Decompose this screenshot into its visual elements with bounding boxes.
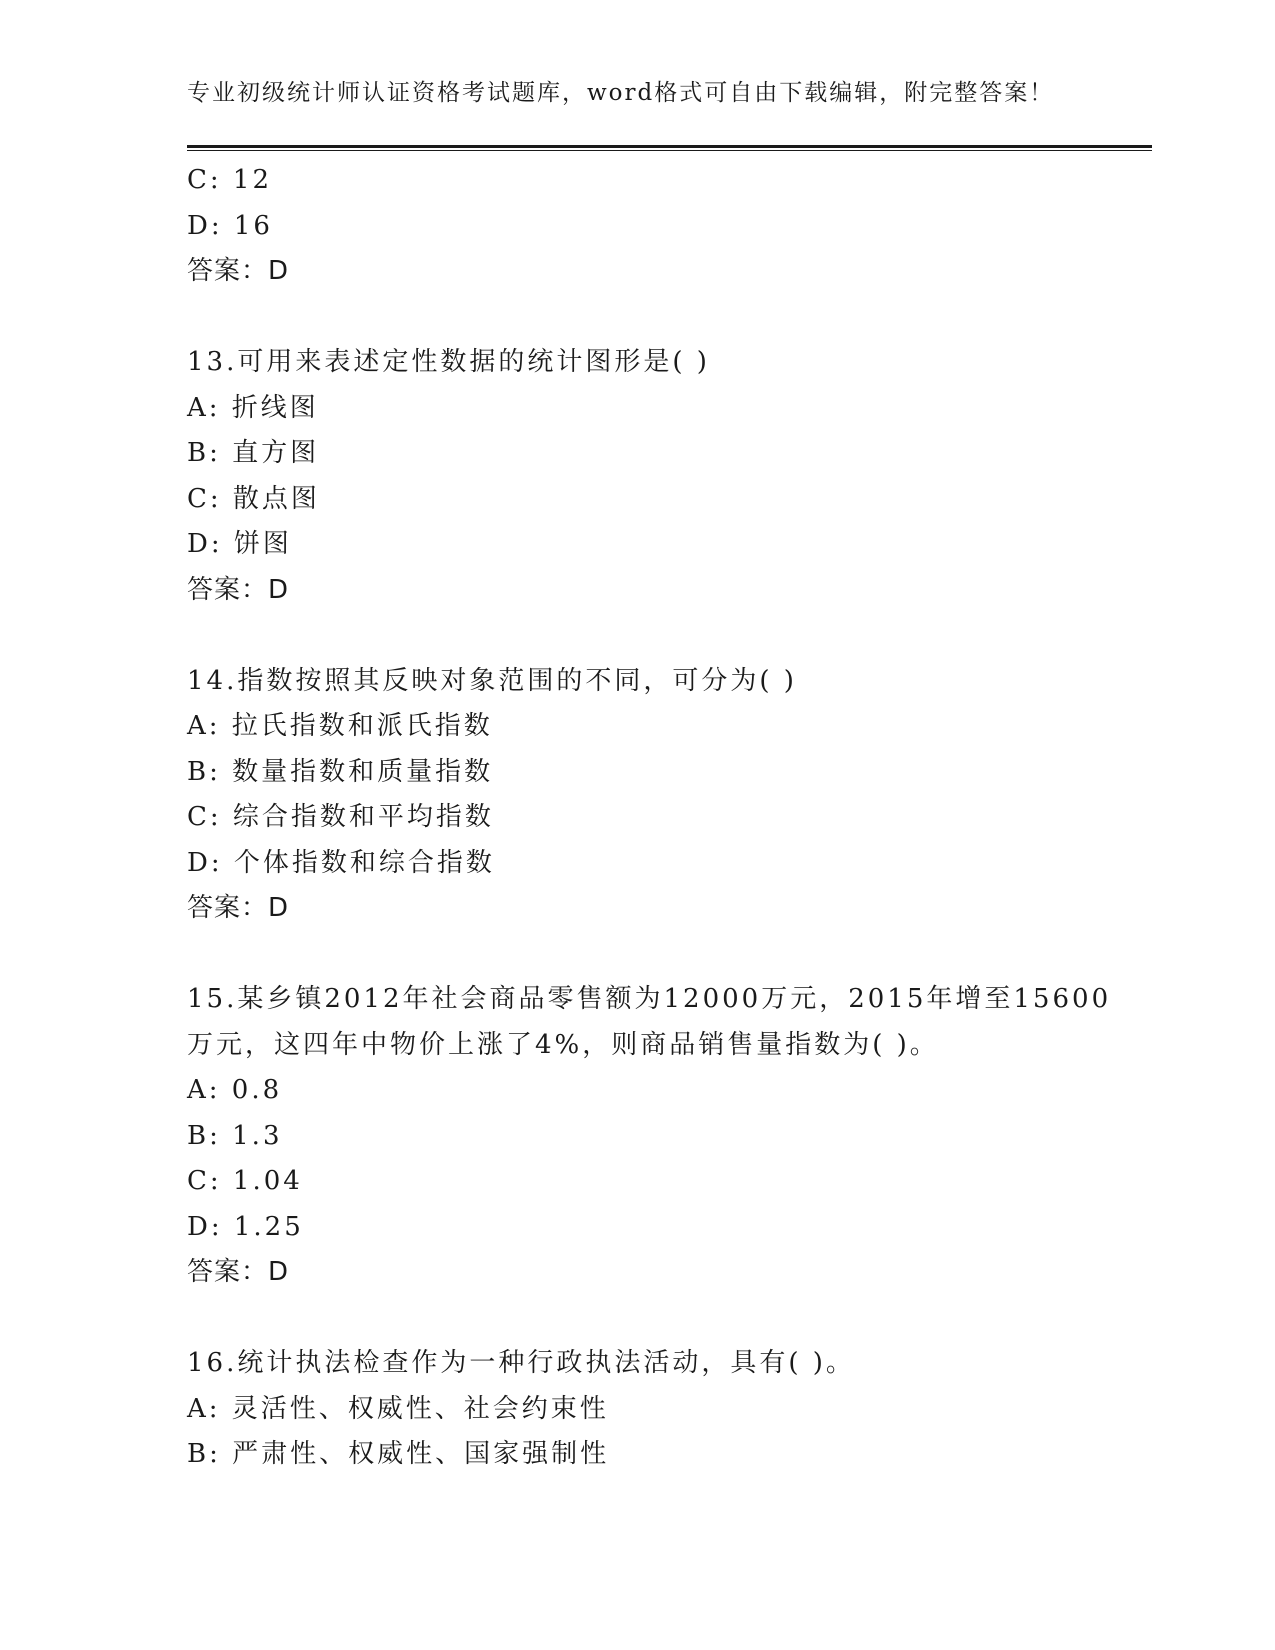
option-b: B: 数量指数和质量指数 [187,756,494,787]
question-13 [187,340,1087,613]
option-b: B: 1.3 [187,1120,283,1151]
option-d: D: 1.25 [187,1211,304,1242]
question-stem-line-2: 万元，这四年中物价上涨了4%，则商品销售量指数为( )。 [187,1029,939,1060]
option-a: A: 灵活性、权威性、社会约束性 [187,1393,609,1424]
question-14 [187,659,1087,932]
question-stem-line-1: 15.某乡镇2012年社会商品零售额为12000万元，2015年增至15600 [187,984,1112,1014]
option-c: C: 1.04 [187,1166,303,1196]
question-16 [187,1341,1087,1478]
option-c: C: 综合指数和平均指数 [187,802,494,832]
option-d: D: 个体指数和综合指数 [187,847,495,878]
question-15 [187,977,1112,1296]
question-stem: 14.指数按照其反映对象范围的不同，可分为( ) [187,665,797,696]
spacer [187,932,1087,978]
option-a: A: 0.8 [187,1075,283,1105]
option-b: B: 直方图 [187,438,320,468]
option-a: A: 折线图 [187,392,319,423]
document-header: 专业初级统计师认证资格考试题库，word格式可自由下载编辑，附完整答案！ [187,80,1055,106]
option-c: C: 散点图 [187,483,320,514]
answer-line: 答案：D [187,256,290,286]
question-stem: 13.可用来表述定性数据的统计图形是( ) [187,347,710,377]
question-12-continuation [187,158,1087,295]
answer-line: 答案：D [187,893,290,923]
header-rule-thick [187,145,1152,148]
answer-line: 答案：D [187,574,290,605]
option-a: A: 拉氏指数和派氏指数 [187,711,493,741]
option-b: B: 严肃性、权威性、国家强制性 [187,1439,610,1469]
option-d: D: 16 [187,210,273,241]
spacer [187,613,1087,659]
answer-line: 答案：D [187,1257,290,1287]
header-rule-thin [187,150,1152,151]
spacer [187,1296,1087,1342]
option-d: D: 饼图 [187,529,292,559]
question-list [187,158,1112,1478]
option-c: C: 12 [187,165,273,195]
question-stem: 16.统计执法检查作为一种行政执法活动，具有( )。 [187,1348,855,1378]
spacer [187,295,1087,341]
